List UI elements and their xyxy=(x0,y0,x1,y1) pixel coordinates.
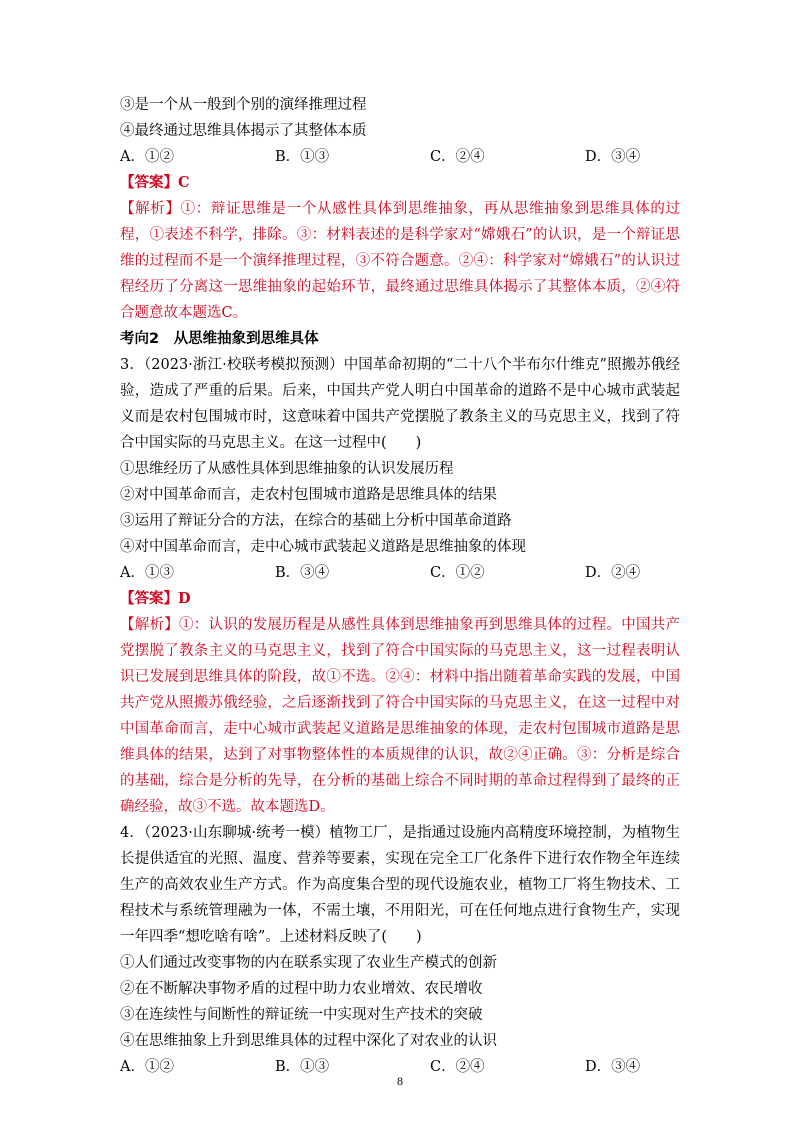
option-d: D．③④ xyxy=(585,1059,641,1075)
page-content xyxy=(120,92,680,1080)
option-b: B．①③ xyxy=(275,1059,330,1075)
option-b: B．③④ xyxy=(275,565,330,581)
option-d: D．③④ xyxy=(585,149,641,165)
option-b: B．①③ xyxy=(275,149,330,165)
question-stem: 3．（2023·浙江·校联考模拟预测）中国革命初期的“二十八个半布尔什维克”照搬苏俄经验，造成了严重的后果。后来，中国共产党人明白中国革命的道路不是中心城市武装起义而是农村包围城市时，这意味着中国共产党摆脱了教条主义的马克思主义，找到了符合中国实际的马克思主义。在这一过程中( ) xyxy=(120,357,680,451)
statement: ④对中国革命而言，走中心城市武装起义道路是思维抽象的体现 xyxy=(120,539,526,555)
statement: ①人们通过改变事物的内在联系实现了农业生产模式的创新 xyxy=(120,955,497,971)
answer: 【答案】C xyxy=(120,174,190,191)
option-a: A．①③ xyxy=(120,565,174,581)
option-c: C．②④ xyxy=(430,149,485,165)
option-a: A．①② xyxy=(120,1059,174,1075)
statement: ④最终通过思维具体揭示了其整体本质 xyxy=(120,123,367,139)
statement: ③是一个从一般到个别的演绎推理过程 xyxy=(120,97,367,113)
option-a: A．①② xyxy=(120,149,174,165)
section-heading: 考向2 从思维抽象到思维具体 xyxy=(120,331,319,347)
question-stem: 4．（2023·山东聊城·统考一模）植物工厂，是指通过设施内高精度环境控制，为植物生长提供适宜的光照、温度、营养等要素，实现在完全工厂化条件下进行农作物全年连续生产的高效农业生产方式。作为高度集合型的现代设施农业，植物工厂将生物技术、工程技术与系统管理融为一体，不需土壤，不用阳光，可在任何地点进行食物生产，实现一年四季“想吃啥有啥”。上述材料反映了( ) xyxy=(120,825,680,945)
statement: ④在思维抽象上升到思维具体的过程中深化了对农业的认识 xyxy=(120,1033,497,1049)
analysis: 【解析】①：认识的发展历程是从感性具体到思维抽象再到思维具体的过程。中国共产党摆脱了教条主义的马克思主义，找到了符合中国实际的马克思主义，这一过程表明认识已发展到思维具体的阶段，故①不选。②④：材料中指出随着革命实践的发展，中国共产党从照搬苏俄经验，之后逐渐找到了符合中国实际的马克思主义，在这一过程中对中国革命而言，走中心城市武装起义道路是思维抽象的体现，走农村包围城市道路是思维具体的结果，达到了对事物整体性的本质规律的认识，故②④正确。③：分析是综合的基础，综合是分析的先导，在分析的基础上综合不同时期的革命过程得到了最终的正确经验，故③不选。故本题选D。 xyxy=(120,617,680,815)
statement: ②在不断解决事物矛盾的过程中助力农业增效、农民增收 xyxy=(120,981,483,997)
options-row xyxy=(120,144,680,170)
option-d: D．②④ xyxy=(585,565,641,581)
option-c: C．①② xyxy=(430,565,485,581)
statement: ③在连续性与间断性的辩证统一中实现对生产技术的突破 xyxy=(120,1007,483,1023)
options-row xyxy=(120,560,680,586)
analysis: 【解析】①：辩证思维是一个从感性具体到思维抽象，再从思维抽象到思维具体的过程，①表述不科学，排除。③：材料表述的是科学家对“嫦娥石”的认识，是一个辩证思维的过程而不是一个演绎推理过程，③不符合题意。②④：科学家对“嫦娥石”的认识过程经历了分离这一思维抽象的起始环节，最终通过思维具体揭示了其整体本质，②④符合题意故本题选C。 xyxy=(120,201,680,321)
statement: ①思维经历了从感性具体到思维抽象的认识发展历程 xyxy=(120,461,454,477)
answer: 【答案】D xyxy=(120,590,191,607)
page-number: 8 xyxy=(397,1074,403,1088)
statement: ③运用了辩证分合的方法，在综合的基础上分析中国革命道路 xyxy=(120,513,512,529)
option-c: C．②④ xyxy=(430,1059,485,1075)
statement: ②对中国革命而言，走农村包围城市道路是思维具体的结果 xyxy=(120,487,497,503)
